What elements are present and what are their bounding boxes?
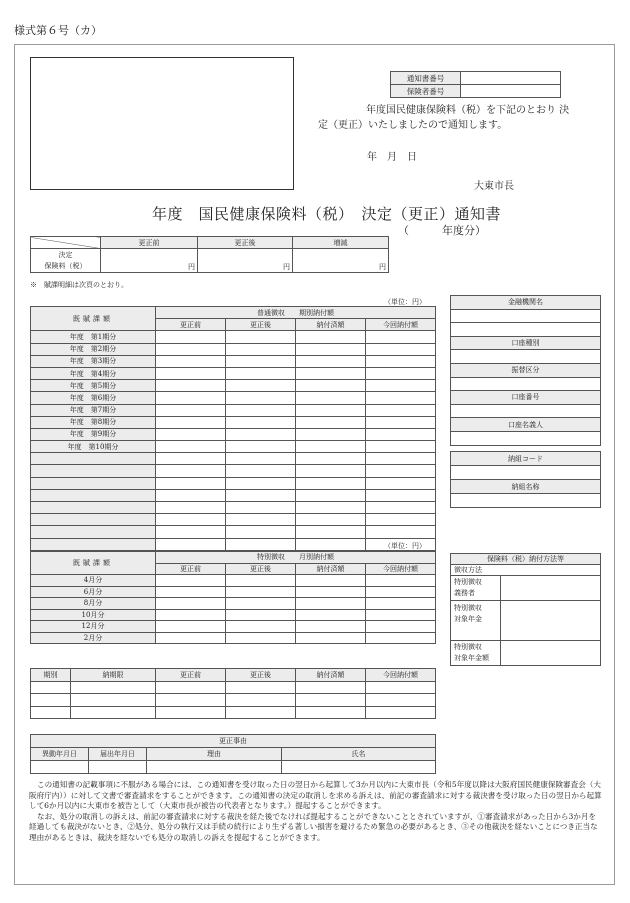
collection-method-label: 徴収方法 [451, 565, 601, 576]
summary-yen: 円 [293, 249, 389, 273]
schedule-row-label: 年度 第8期分 [31, 416, 156, 428]
date-line: 年 月 日 [367, 152, 417, 163]
table-row [31, 489, 436, 501]
summary-row-label-1: 決定 [58, 250, 73, 259]
schedule-row-label: 年度 第10期分 [31, 441, 156, 453]
schedule-row-label: 年度 第7期分 [31, 404, 156, 416]
change-column-header: 理由 [147, 748, 282, 761]
table-row [31, 575, 436, 587]
payment-method-table [450, 553, 601, 666]
summary-yen: 円 [198, 249, 293, 273]
due-column-header: 更正前 [156, 669, 226, 682]
schedule-row-label: 年度 第3期分 [31, 355, 156, 367]
schedule-column-header: 更正前 [156, 319, 226, 331]
change-reason-table [30, 734, 436, 774]
legal-notice-paragraph: なお、処分の取消しの訴えは、前記の審査請求に対する裁決を経た後でなければ提起することができないこととされていますが、①審査請求があった日から3か月を経過しても裁決がないとき、②処分、処分の執行又は手続の続行により生ずる著しい損害を避けるため緊急の必要があるとき、③その他裁決を経ないことにつき正当な理由があるときは、裁決を経ないでも処分の取消しの訴えを提起することができます。 [29, 811, 598, 842]
schedule-group-header: 普通徴収 期別納付額 [156, 307, 436, 319]
table-row [31, 355, 436, 367]
unit-label: （単位：円） [384, 542, 426, 550]
obligor-label-2: 義務者 [454, 589, 475, 597]
summary-header: 増減 [293, 237, 389, 249]
pension-label-1: 特別徴収 [454, 604, 482, 612]
table-row [31, 428, 436, 440]
insured-no-value [461, 85, 561, 98]
levy-header: 既賦課額 [31, 307, 156, 331]
schedule-row-label: 年度 第9期分 [31, 428, 156, 440]
due-date-table [30, 668, 436, 719]
notice-numbers-table [390, 71, 561, 98]
due-column-header: 今回納付額 [366, 669, 436, 682]
legal-notice [29, 780, 602, 844]
table-row [31, 621, 436, 633]
payment-method-title: 保険料（税）納付方法等 [451, 554, 601, 565]
summary-table [30, 236, 389, 273]
schedule-row-label: 年度 第6期分 [31, 392, 156, 404]
special-column-header: 更正前 [156, 563, 226, 575]
schedule-column-header: 更正後 [226, 319, 296, 331]
unit-label: （単位：円） [384, 298, 426, 306]
table-row [31, 761, 436, 774]
pension-amount-label-1: 特別徴収 [454, 643, 482, 651]
pension-amount-label-2: 対象年金額 [454, 654, 489, 662]
table-row [31, 380, 436, 392]
special-row-label: 6月分 [31, 586, 156, 598]
pension-label-2: 対象年金 [454, 615, 482, 623]
summary-header: 更正後 [198, 237, 293, 249]
table-row [31, 477, 436, 489]
table-row [31, 598, 436, 610]
table-row [31, 609, 436, 621]
assessment-note: ※ 賦課明細は次頁のとおり。 [30, 281, 128, 289]
table-row [31, 392, 436, 404]
notice-no-label: 通知書番号 [391, 72, 461, 85]
table-row [31, 465, 436, 477]
summary-row-label-2: 保険料（税） [44, 261, 87, 270]
address-box [30, 57, 294, 190]
summary-corner [31, 237, 101, 249]
levy-header: 既賦課額 [31, 552, 156, 575]
bank-info-table [450, 295, 601, 446]
table-row [31, 514, 436, 526]
special-group-header: 特別徴収 月別納付額 [156, 552, 436, 564]
table-row [31, 441, 436, 453]
due-column-header: 納期限 [71, 669, 156, 682]
due-column-header: 更正後 [226, 669, 296, 682]
table-row [31, 331, 436, 343]
mayor-name: 大東市長 [474, 181, 514, 192]
summary-yen: 円 [101, 249, 198, 273]
decision-text: 年度国民健康保険料（税）を下記のとおり 決定（更正）いたしましたので通知します。 [318, 105, 570, 131]
transfer-type-label: 振替区分 [451, 363, 601, 377]
table-row [31, 343, 436, 355]
due-column-header: 期別 [31, 669, 71, 682]
special-row-label: 4月分 [31, 575, 156, 587]
schedule-column-header: 納付済額 [296, 319, 366, 331]
payment-group-name-label: 納組名称 [451, 480, 601, 494]
table-row [31, 416, 436, 428]
pension-amount-label [451, 641, 501, 666]
summary-header: 更正前 [101, 237, 198, 249]
payment-group-table [450, 451, 601, 508]
table-row [31, 681, 436, 694]
table-row [31, 538, 436, 550]
notice-no-value [461, 72, 561, 85]
obligor-label-1: 特別徴収 [454, 578, 482, 586]
account-type-label: 口座種別 [451, 336, 601, 350]
special-row-label: 10月分 [31, 609, 156, 621]
main-title: 年度 国民健康保険料（税） 決定（更正）通知書 [152, 205, 502, 223]
schedule-row-label: 年度 第2期分 [31, 343, 156, 355]
summary-row-label [31, 249, 101, 273]
table-row [31, 404, 436, 416]
due-column-header: 納付済額 [296, 669, 366, 682]
obligor-label [451, 576, 501, 601]
schedule-row-label: 年度 第5期分 [31, 380, 156, 392]
table-row [31, 694, 436, 707]
special-row-label: 12月分 [31, 621, 156, 633]
bank-name-label: 金融機関名 [451, 296, 601, 310]
table-row [31, 632, 436, 644]
special-collection-table [30, 551, 436, 644]
change-column-header: 異動年月日 [31, 748, 89, 761]
account-number-label: 口座番号 [451, 391, 601, 405]
table-row [31, 367, 436, 379]
table-row [31, 502, 436, 514]
change-reason-title: 更正事由 [31, 735, 436, 748]
regular-schedule-table [30, 306, 436, 551]
fiscal-year: （ 年度分） [398, 224, 486, 237]
pension-label [451, 601, 501, 641]
legal-notice-paragraph: この通知書の記載事項に不服がある場合には、この通知書を受け取った日の翌日から起算して3か月以内に大東市長（令和5年度以降は大阪府国民健康保険審査会（大阪府庁内））に対して文書で審査請求をすることができます。この通知書の決定の取消しを求める訴えは、前記の審査請求に対する裁決書を受け取った日の翌日から起算して6か月以内に大東市を被告として（大東市長が被告の代表者となります。）提起することができます。 [29, 780, 602, 811]
special-row-label: 8月分 [31, 598, 156, 610]
payment-group-code-label: 納組コード [451, 452, 601, 466]
table-row [31, 706, 436, 719]
schedule-column-header: 今回納付額 [366, 319, 436, 331]
change-column-header: 届出年月日 [89, 748, 147, 761]
change-column-header: 氏名 [282, 748, 436, 761]
special-column-header: 今回納付額 [366, 563, 436, 575]
table-row [31, 526, 436, 538]
special-column-header: 更正後 [226, 563, 296, 575]
account-holder-label: 口座名義人 [451, 418, 601, 432]
form-id: 様式第６号（カ） [14, 24, 102, 37]
special-column-header: 納付済額 [296, 563, 366, 575]
schedule-row-label: 年度 第1期分 [31, 331, 156, 343]
table-row [31, 453, 436, 465]
schedule-row-label: 年度 第4期分 [31, 367, 156, 379]
table-row [31, 586, 436, 598]
special-row-label: 2月分 [31, 632, 156, 644]
insured-no-label: 保険者番号 [391, 85, 461, 98]
